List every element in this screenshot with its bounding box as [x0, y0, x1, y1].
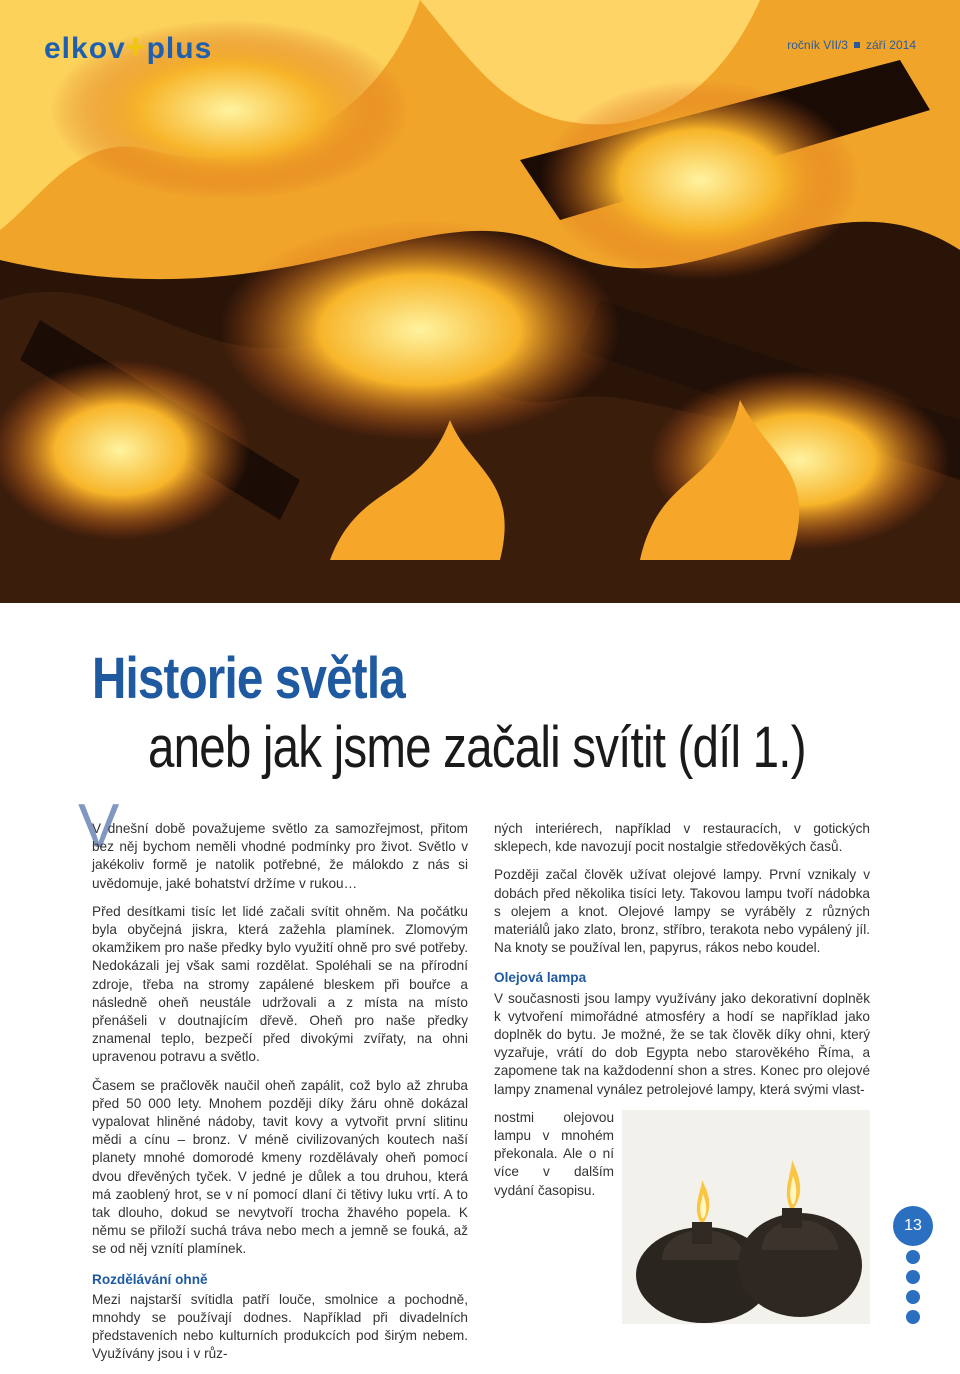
- paragraph: Mezi najstarší svítidla patří louče, smolnice a pochodně, mnohdy se používají dodnes. Například při divadelních představeních nebo kulturních produkcích pod širým nebem. Využívány jsou i v růz-: [92, 1291, 468, 1362]
- paragraph: V dnešní době považujeme světlo za samozřejmost, přitom bez něj bychom neměli vhodné podmínky pro život. Světlo v jakékoliv formě je natolik potřebné, že málokdo z nás si uvědomuje, jaké bohatství držíme v rukou…: [92, 821, 468, 891]
- dropcap-letter: V: [78, 792, 120, 861]
- decorative-dot-icon: [906, 1290, 920, 1304]
- section-heading-fire-making: Rozdělávání ohně: [92, 1271, 208, 1287]
- oil-lamps-photo: [622, 1110, 870, 1324]
- paragraph: Před desítkami tisíc let lidé začali svítit ohněm. Na počátku byla obyčejná jiskra, která zažehla plamínek. Zlomovým okamžikem pro naše předky bylo využití ohně pro své potřeby. Nedokázali jej však sami rozdělat. Spoléhali se na přírodní zdroje, třeba na stromy zapálené bleskem při bouřce a následně oheň neustále udržovali a z místa na místo přenášeli v doutnajícím dřevě. Oheň pro naše předky znamenal teplo, bezpečí před divokými zvířaty, na ohni upravenou potravu a světlo.: [92, 903, 468, 1065]
- decorative-dot-icon: [906, 1270, 920, 1284]
- issue-date: září 2014: [865, 38, 916, 52]
- section-heading-oil-lamp: Olejová lampa: [494, 970, 587, 986]
- hero-fire-image: [0, 0, 960, 603]
- decorative-dot-icon: [906, 1250, 920, 1264]
- article-subtitle: aneb jak jsme začali svítit (díl 1.): [148, 715, 806, 780]
- article-title: Historie světla: [92, 646, 405, 711]
- paragraph: V současnosti jsou lampy využívány jako dekorativní doplněk k vytvoření mimořádné atmosféry a hodí se například jako doplněk do bytu. Je možné, že se tak člověk díky ohni, který vyzařuje, vrátí do dob Egypta nebo starověkého Říma, a zapomene tak na každodenní shon a stres. Konec pro olejové lampy znamenal vynález petrolejové lampy, která svými vlast-: [494, 990, 870, 1097]
- paragraph: nostmi olejovou lampu v mnohém překonala. Ale o ní více v dalším vydání časopisu.: [494, 1109, 614, 1198]
- decorative-dot-icon: [906, 1310, 920, 1324]
- logo-plus-sign: +: [125, 28, 147, 66]
- logo-text-tail: plus: [146, 32, 213, 65]
- page-number-badge: 13: [893, 1206, 933, 1246]
- paragraph: ných interiérech, například v restauracích, v gotických sklepech, kde navozují pocit nostalgie středověkých časů.: [494, 821, 870, 855]
- paragraph: Časem se pračlověk naučil oheň zapálit, což bylo až zhruba před 50 000 lety. Mnohem později díky žáru ohně dokázal vypalovat hliněné nádoby, tavit kovy a vytvořit první slitinu mědi a cínu – bronz. V méně civilizovaných koutech naší planety mnohé domorodé kmeny rozdělávaly oheň pomocí dvou dřevěných tyček. V jedné je důlek a tou druhou, která má zaoblený hrot, se v ní pomocí dlaní či tětivy luku vrtí. A to tak dlouho, dokud se nevytvoří trocha žhavého popela. K němu se přiloží suchá tráva nebo mech a jemně se fouká, až se od něj vznítí plamínek.: [92, 1077, 468, 1257]
- issue-info: [787, 38, 916, 52]
- elkov-plus-logo: [44, 28, 212, 67]
- issue-volume: ročník VII/3: [787, 38, 848, 52]
- logo-text-main: elkov: [44, 32, 126, 65]
- fire-illustration: [0, 0, 960, 603]
- separator-square-icon: [854, 42, 860, 48]
- paragraph: Později začal člověk užívat olejové lampy. První vznikaly v dobách před několika tisíci lety. Takovou lampu tvoří nádobka s olejem a knot. Olejové lampy se vyráběly z různých materiálů jako zlato, bronz, stříbro, terakota nebo vypálený jíl. Na knoty se používal len, papyrus, rákos nebo koudel.: [494, 867, 870, 956]
- oil-lamps-illustration: [622, 1110, 870, 1324]
- article-column-left: [92, 820, 468, 1374]
